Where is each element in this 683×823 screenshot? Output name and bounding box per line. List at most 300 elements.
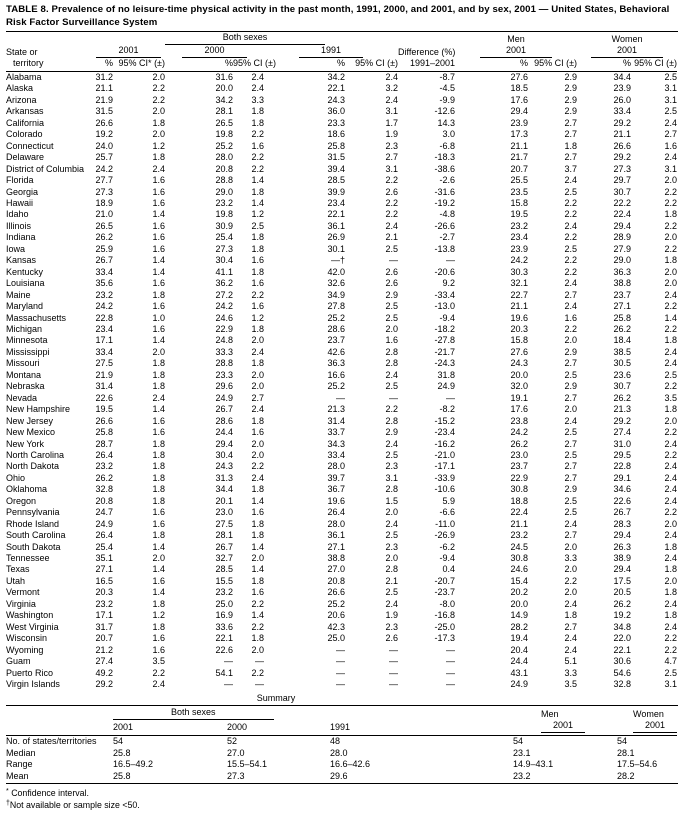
state-name: Virginia [6,598,36,609]
table-row [6,519,677,530]
value-cell: 1.2 [251,312,264,323]
value-cell: 2.0 [385,507,399,518]
value-cell: 5.1 [564,656,578,667]
value-cell: 39.9 [327,186,345,197]
value-cell: 26.2 [510,438,529,449]
summary-spacer [6,720,113,736]
value-cell: 22.1 [215,633,233,644]
value-cell: 26.6 [327,587,345,598]
value-cell: 20.7 [95,633,113,644]
pct-header-2001: % [92,58,113,72]
value-cell: 31.4 [95,381,113,392]
state-name: North Dakota [6,461,60,472]
value-cell: 2.0 [251,335,264,346]
value-cell: 2.2 [385,404,399,415]
table-row [6,427,677,438]
table-row [6,771,677,782]
value-cell: 1.6 [251,507,264,518]
value-cell: 2.5 [564,243,578,254]
value-cell: 2.4 [385,438,399,449]
value-cell: 29.1 [613,472,632,483]
value-cell: 18.9 [95,197,113,208]
value-cell: 2.4 [664,346,678,357]
value-cell: 2.3 [385,461,399,472]
value-cell: 3.2 [385,83,399,94]
value-cell: 54.1 [215,667,233,678]
summary-table [6,707,677,782]
value-cell: -19.2 [434,197,456,208]
value-cell: 2.5 [564,186,578,197]
value-cell: — [389,667,399,678]
value-cell: 33.4 [613,106,632,117]
value-cell: 22.7 [510,289,529,300]
value-cell: 1.6 [564,312,578,323]
value-cell: 25.4 [95,541,113,552]
summary-stat-label: Median [6,747,36,758]
value-cell: 1.8 [152,484,165,495]
value-cell: 34.3 [327,438,345,449]
value-cell: 31.6 [215,72,233,82]
value-cell: 1.6 [152,197,165,208]
value-cell: 25.2 [327,381,345,392]
value-cell: 29.4 [215,438,233,449]
value-cell: 1.4 [152,209,165,220]
table-row [6,106,677,117]
summary-value-cell: 28.1 [617,747,635,758]
value-cell: 2.2 [564,197,578,208]
state-name: New Mexico [6,427,56,438]
value-cell: 24.3 [215,461,233,472]
table-row [6,610,677,621]
value-cell: 2.7 [564,461,578,472]
summary-spacer [6,707,113,720]
value-cell: 1.8 [152,369,165,380]
state-name: Colorado [6,129,43,140]
summary-group-women: Women [633,709,664,720]
value-cell: 2.0 [664,266,678,277]
value-cell: 2.4 [251,346,264,357]
value-cell: 2.2 [564,232,578,243]
value-cell: 26.4 [327,507,345,518]
state-header-line2: territory [6,58,92,72]
value-cell: — [224,656,233,667]
value-cell: 29.5 [613,449,632,460]
value-cell: 30.9 [215,220,233,231]
value-cell: 20.7 [510,163,529,174]
value-cell: -26.6 [434,220,456,231]
value-cell: 39.7 [327,472,345,483]
value-cell: 2.2 [664,644,678,655]
value-cell: 19.2 [95,129,113,140]
value-cell: 2.5 [564,427,578,438]
value-cell: — [446,392,456,403]
value-cell: 21.1 [95,83,113,94]
state-name: Puerto Rico [6,667,54,678]
value-cell: 29.4 [510,106,529,117]
value-cell: 1.8 [251,484,264,495]
value-cell: 3.3 [564,667,578,678]
value-cell: 21.1 [510,301,529,312]
value-cell: 1.8 [664,541,678,552]
table-row [6,679,677,690]
year-1991-both: 1991 [264,45,398,58]
value-cell: 28.5 [327,175,345,186]
table-row [6,461,677,472]
summary-group-men: Men [541,709,559,720]
value-cell: 2.2 [152,667,165,678]
value-cell: 1.6 [152,415,165,426]
value-cell: 21.2 [95,644,113,655]
value-cell: 2.5 [664,667,678,678]
value-cell: 28.8 [215,175,233,186]
year-2001-women: 2001 [577,45,677,58]
value-cell: 1.6 [152,220,165,231]
value-cell: -6.2 [439,541,456,552]
value-cell: 1.4 [251,564,264,575]
summary-year-row [6,720,677,736]
value-cell: 21.1 [613,129,632,140]
state-name: West Virginia [6,621,59,632]
value-cell: 2.8 [385,346,399,357]
value-cell: — [389,392,399,403]
value-cell: 34.9 [327,289,345,300]
value-cell: 25.4 [215,232,233,243]
value-cell: 2.4 [664,621,678,632]
state-name: Minnesota [6,335,48,346]
value-cell: -17.3 [434,633,456,644]
footnote-na: †Not available or sample size <50. [6,799,140,810]
value-cell: 22.8 [95,312,113,323]
value-cell: 24.0 [95,140,113,151]
value-cell: -4.8 [439,209,456,220]
value-cell: 26.7 [215,404,233,415]
value-cell: 2.8 [385,415,399,426]
ci-header-1991: 95% CI (±) [345,58,398,72]
value-cell: 32.6 [327,278,345,289]
value-cell: 54.6 [613,667,632,678]
value-cell: 1.6 [152,301,165,312]
value-cell: 2.0 [251,644,264,655]
value-cell: 1.8 [152,449,165,460]
state-name: Maryland [6,301,44,312]
value-cell: 1.6 [664,140,678,151]
value-cell: 1.6 [152,186,165,197]
value-cell: 1.8 [152,358,165,369]
value-cell: -21.0 [434,449,456,460]
value-cell: 20.0 [510,598,529,609]
value-cell: 30.4 [215,255,233,266]
value-cell: 1.6 [152,427,165,438]
value-cell: 2.0 [251,438,264,449]
value-cell: -9.4 [439,553,456,564]
value-cell: 2.9 [385,289,399,300]
table-row [6,83,677,94]
value-cell: 23.2 [95,461,113,472]
value-cell: 23.7 [510,461,529,472]
value-cell: 3.5 [152,656,165,667]
value-cell: 15.5 [215,575,233,586]
value-cell: — [389,255,399,266]
value-cell: 17.1 [95,610,113,621]
value-cell: 34.8 [613,621,632,632]
state-name: Michigan [6,323,43,334]
value-cell: 2.0 [251,449,264,460]
value-cell: — [255,679,264,690]
value-cell: 18.8 [510,495,529,506]
value-cell: 27.5 [215,518,233,529]
value-cell: 41.1 [215,266,233,277]
value-cell: 2.4 [385,598,399,609]
value-cell: 24.2 [510,255,529,266]
group-both-sexes: Both sexes [92,32,398,45]
value-cell: 30.3 [510,266,529,277]
value-cell: 4.7 [664,656,678,667]
value-cell: 1.2 [152,140,165,151]
value-cell: 2.9 [385,427,399,438]
value-cell: 20.0 [215,83,233,94]
value-cell: 24.5 [510,541,529,552]
value-cell: -27.8 [434,335,456,346]
summary-stat-label: No. of states/territories [6,736,97,747]
value-cell: 1.8 [251,633,264,644]
value-cell: -4.5 [439,83,456,94]
value-cell: 2.4 [251,472,264,483]
state-name: Wyoming [6,644,44,655]
value-cell: 2.7 [564,117,578,128]
state-rows [6,72,677,691]
header-spacer [398,32,455,45]
value-cell: 16.9 [215,610,233,621]
value-cell: 2.0 [152,553,165,564]
table-row [6,324,677,335]
value-cell: 38.5 [613,346,632,357]
value-cell: 0.4 [442,564,456,575]
value-cell: 1.4 [152,541,165,552]
value-cell: 28.6 [215,415,233,426]
header-spacer [6,32,92,45]
value-cell: 2.4 [664,598,678,609]
year-2001-men: 2001 [455,45,577,58]
value-cell: 27.4 [613,427,632,438]
value-cell: 36.3 [613,266,632,277]
value-cell: 2.4 [664,117,678,128]
value-cell: 43.1 [510,667,529,678]
value-cell: 16.6 [327,369,345,380]
value-cell: 3.1 [664,94,678,105]
value-cell: 2.6 [385,278,399,289]
value-cell: 2.9 [564,381,578,392]
value-cell: 42.6 [327,346,345,357]
value-cell: 2.4 [664,358,678,369]
summary-value-cell: 54 [617,736,628,747]
value-cell: 2.9 [564,94,578,105]
value-cell: -33.9 [434,472,456,483]
value-cell: 28.1 [215,530,233,541]
value-cell: 2.5 [385,243,399,254]
summary-value-cell: 25.8 [113,770,131,781]
value-cell: -17.1 [434,461,456,472]
value-cell: 20.8 [95,495,113,506]
value-cell: 23.2 [215,197,233,208]
value-cell: 26.5 [215,117,233,128]
value-cell: 2.2 [664,449,678,460]
value-cell: 20.1 [215,495,233,506]
value-cell: 28.5 [215,564,233,575]
value-cell: 20.8 [327,575,345,586]
value-cell: 25.9 [95,243,113,254]
value-cell: 31.0 [613,438,632,449]
state-name: Oregon [6,495,37,506]
value-cell: 26.6 [613,140,632,151]
value-cell: 36.3 [327,358,345,369]
value-cell: 1.6 [152,243,165,254]
value-cell: 27.6 [510,346,529,357]
value-cell: 19.8 [215,129,233,140]
pct-header-1991: % [264,58,345,72]
state-name: Georgia [6,186,39,197]
value-cell: -8.2 [439,404,456,415]
value-cell: — [336,667,345,678]
state-name: Arkansas [6,106,44,117]
value-cell: 2.4 [664,438,678,449]
value-cell: 25.2 [327,312,345,323]
value-cell: 22.1 [613,644,632,655]
value-cell: 1.8 [251,518,264,529]
table-row [6,645,677,656]
value-cell: 5.9 [442,495,456,506]
value-cell: 1.4 [152,255,165,266]
value-cell: 1.8 [664,610,678,621]
value-cell: 2.0 [152,72,165,82]
ci-header-2000: 95% CI (±) [233,58,264,72]
state-header-line1: State or [6,47,38,57]
value-cell: 23.3 [215,369,233,380]
value-cell: 2.2 [251,598,264,609]
asterisk-marker: * [6,788,9,796]
state-name: Mississippi [6,346,50,357]
value-cell: 2.2 [664,381,678,392]
value-cell: 2.0 [564,564,578,575]
state-name: Connecticut [6,140,54,151]
summary-value-cell: 14.9–43.1 [513,759,554,770]
table-row [6,564,677,575]
value-cell: 1.8 [152,117,165,128]
summary-heading: Summary [256,693,296,704]
value-cell: 3.3 [564,553,578,564]
value-cell: 2.7 [564,289,578,300]
value-cell: 23.2 [215,587,233,598]
value-cell: 33.6 [215,621,233,632]
value-cell: 23.4 [95,323,113,334]
value-cell: 2.0 [385,323,399,334]
value-cell: 2.7 [564,438,578,449]
value-cell: 28.8 [215,358,233,369]
state-name: Indiana [6,232,36,243]
state-name: South Dakota [6,541,61,552]
value-cell: 1.8 [251,358,264,369]
summary-value-cell: 52 [227,736,238,747]
table-row [6,244,677,255]
value-cell: 1.8 [152,621,165,632]
value-cell: 2.7 [251,392,264,403]
value-cell: 24.3 [327,94,345,105]
value-cell: 20.0 [510,369,529,380]
state-name: South Carolina [6,530,66,541]
state-name: Pennsylvania [6,507,60,518]
state-name: Idaho [6,209,29,220]
value-cell: 36.1 [327,530,345,541]
value-cell: 22.1 [327,83,345,94]
value-cell: 1.4 [152,587,165,598]
value-cell: 2.4 [251,83,264,94]
value-cell: 49.2 [95,667,113,678]
value-cell: -15.2 [434,415,456,426]
state-name: District of Columbia [6,163,85,174]
value-cell: — [446,656,456,667]
value-cell: 2.1 [385,575,399,586]
value-cell: 26.3 [613,541,632,552]
value-cell: 23.7 [327,335,345,346]
value-cell: 23.2 [510,530,529,541]
value-cell: 2.6 [385,633,399,644]
value-cell: 1.6 [152,575,165,586]
value-cell: 23.2 [95,289,113,300]
value-cell: 2.3 [385,621,399,632]
value-cell: 2.4 [664,530,678,541]
value-cell: 1.6 [251,278,264,289]
summary-group-both-sexes: Both sexes [113,707,513,720]
table-row [6,209,677,220]
value-cell: 1.6 [385,335,399,346]
value-cell: 3.3 [251,94,264,105]
value-cell: 27.3 [613,163,632,174]
value-cell: -16.8 [434,610,456,621]
value-cell: 2.0 [664,278,678,289]
value-cell: -2.6 [439,175,456,186]
value-cell: 23.3 [327,117,345,128]
table-row [6,622,677,633]
value-cell: 1.8 [564,610,578,621]
state-name: Nevada [6,392,38,403]
value-cell: 29.0 [215,186,233,197]
value-cell: 36.1 [327,220,345,231]
value-cell: 15.8 [510,335,529,346]
summary-year-men: 2001 [513,720,617,736]
table-row [6,301,677,312]
value-cell: 21.0 [95,209,113,220]
value-cell: 2.4 [564,220,578,231]
value-cell: 26.2 [613,598,632,609]
summary-group-row [6,707,677,720]
value-cell: 24.2 [95,301,113,312]
value-cell: 2.5 [251,220,264,231]
value-cell: 39.4 [327,163,345,174]
value-cell: 27.8 [327,301,345,312]
table-row [6,736,677,748]
state-name: Tennessee [6,553,50,564]
value-cell: 30.7 [613,381,632,392]
value-cell: 1.8 [152,152,165,163]
value-cell: 2.5 [385,381,399,392]
summary-value-cell: 23.2 [513,770,531,781]
value-cell: 2.1 [385,232,399,243]
value-cell: 42.0 [327,266,345,277]
value-cell: 36.0 [327,106,345,117]
table-row [6,393,677,404]
value-cell: 23.9 [510,117,529,128]
summary-value-cell: 17.5–54.6 [617,759,658,770]
value-cell: 19.8 [215,209,233,220]
